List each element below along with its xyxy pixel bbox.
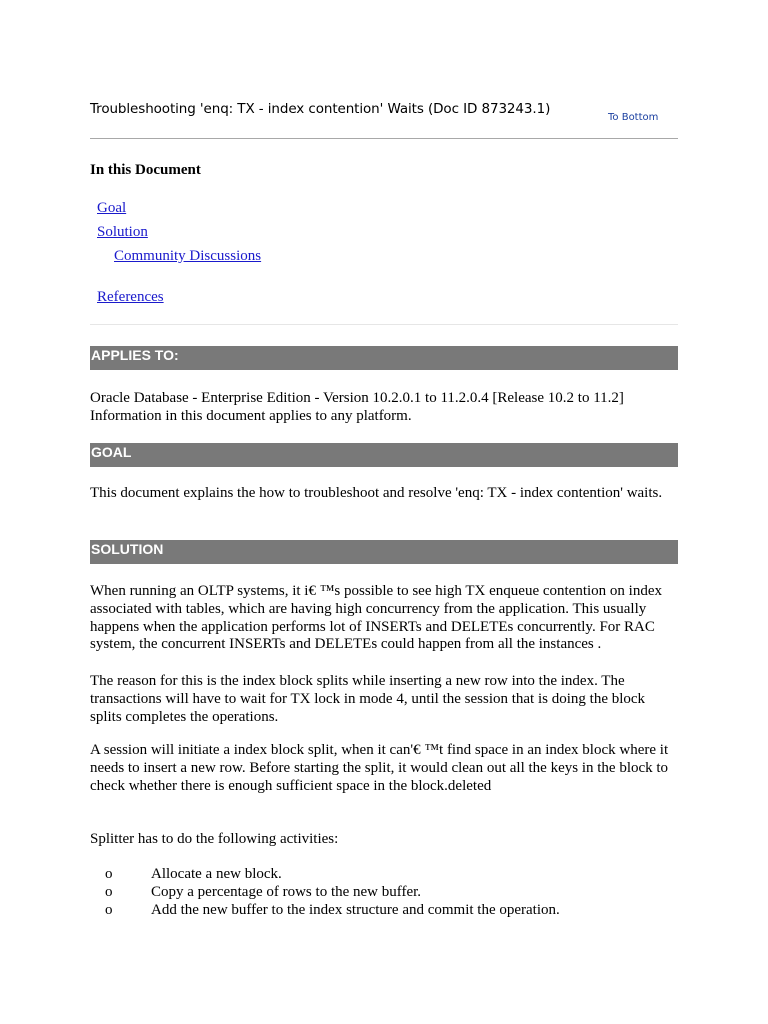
goal-text: [90, 485, 678, 503]
applies-to-line: Information in this document applies to any platform.: [90, 407, 412, 424]
solution-line: associated with tables, which are having high concurrency from the application. This usually: [90, 600, 647, 617]
document-title: Troubleshooting 'enq: TX - index contention' Waits (Doc ID 873243.1): [90, 101, 551, 117]
solution-paragraph: [90, 831, 678, 849]
bullet-mark: o: [105, 884, 113, 900]
solution-line: Splitter has to do the following activities:: [90, 831, 339, 847]
to-bottom-link[interactable]: To Bottom: [608, 112, 659, 123]
toc-link-references[interactable]: References: [97, 289, 164, 305]
solution-line: transactions will have to wait for TX lock in mode 4, until the session that is doing the block: [90, 690, 646, 707]
solution-line: splits completes the operations.: [90, 708, 279, 725]
bullet-mark: o: [105, 902, 113, 918]
applies-to-text: [90, 390, 678, 426]
toc-heading: In this Document: [90, 162, 201, 178]
solution-line: A session will initiate a index block split, when it can'€ ™t find space in an index block where it: [90, 742, 669, 758]
applies-to-line: Oracle Database - Enterprise Edition - Version 10.2.0.1 to 11.2.0.4 [Release 10.2 to 11.2]: [90, 390, 624, 406]
bullet-mark: o: [105, 866, 113, 882]
solution-line: needs to insert a new row. Before starting the split, it would clean out all the keys in the block to: [90, 759, 669, 776]
solution-line: The reason for this is the index block splits while inserting a new row into the index. The: [90, 673, 625, 689]
bullet-text: Copy a percentage of rows to the new buffer.: [151, 884, 422, 900]
toc-divider: [90, 324, 678, 325]
solution-line: When running an OLTP systems, it i€ ™s possible to see high TX enqueue contention on index: [90, 583, 662, 599]
toc-link-goal[interactable]: Goal: [97, 200, 127, 216]
solution-line: happens when the application performs lot of INSERTs and DELETEs concurrently. For RAC: [90, 618, 655, 635]
solution-heading: SOLUTION: [90, 540, 678, 564]
solution-paragraph: [90, 583, 678, 654]
goal-line: This document explains the how to troubleshoot and resolve 'enq: TX - index contention' waits.: [90, 485, 663, 501]
toc-link-solution[interactable]: Solution: [97, 224, 148, 240]
solution-line: check whether there is enough sufficient space in the block.deleted: [90, 777, 492, 794]
goal-heading: GOAL: [90, 443, 678, 467]
header-divider: [90, 138, 678, 139]
solution-paragraph: [90, 673, 678, 726]
solution-line: system, the concurrent INSERTs and DELETEs could happen from all the instances .: [90, 636, 602, 653]
bullet-text: Allocate a new block.: [151, 866, 282, 882]
solution-paragraph: [90, 742, 678, 795]
applies-to-heading: APPLIES TO:: [90, 346, 678, 370]
bullet-text: Add the new buffer to the index structure and commit the operation.: [151, 902, 560, 918]
toc-link-community-discussions[interactable]: Community Discussions: [114, 248, 262, 264]
